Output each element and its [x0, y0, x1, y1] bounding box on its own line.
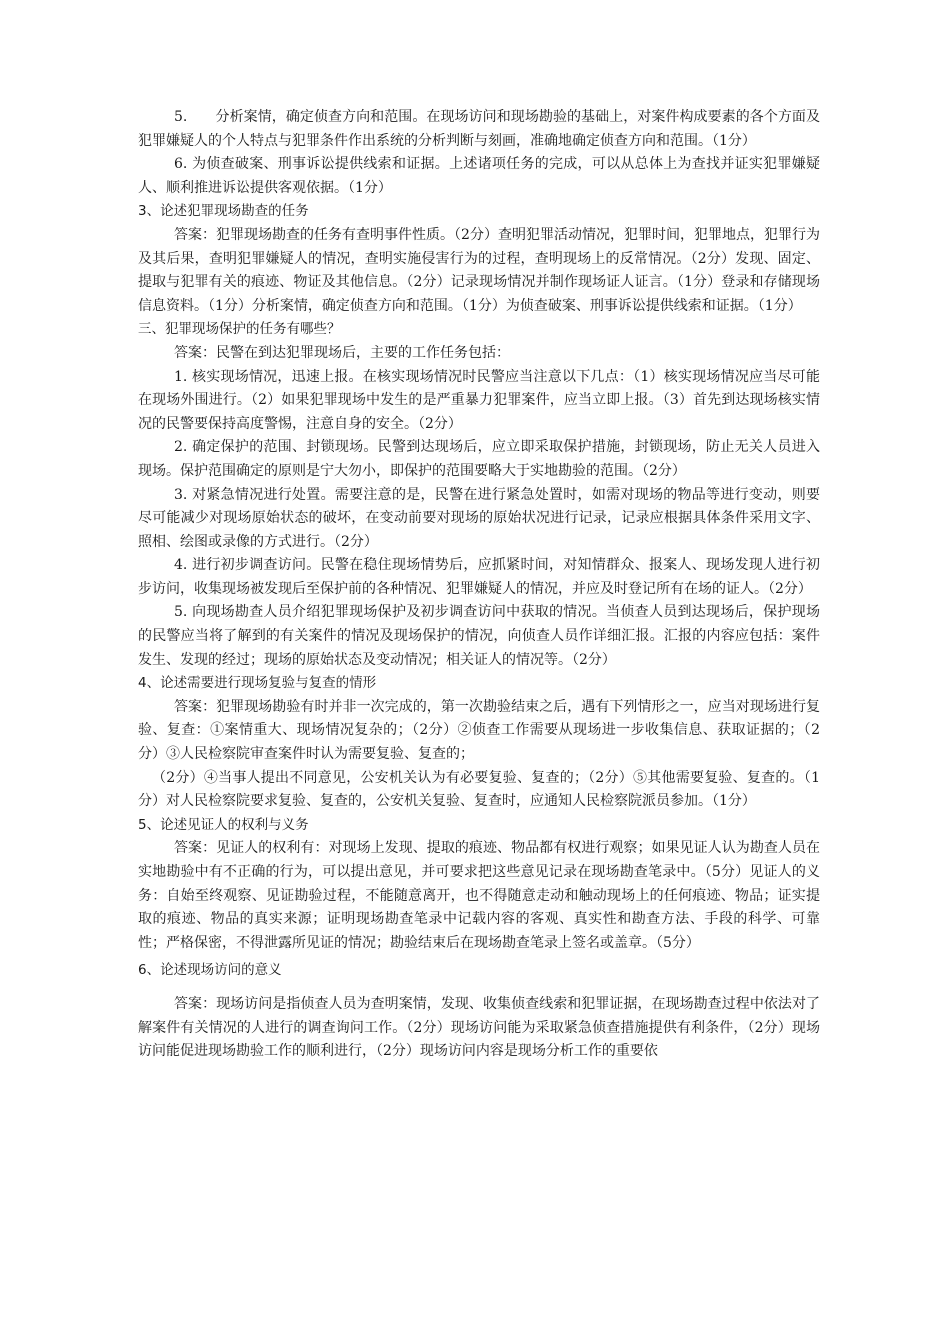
- protection-item-1: 1. 核实现场情况，迅速上报。在核实现场情况时民警应当注意以下几点：（1）核实现场情况应当尽可能在现场外围进行。（2）如果犯罪现场中发生的是严重暴力犯罪案件，应当立即上报。（3）首先到达现场核实情况的民警要保持高度警惕，注意自身的安全。（2分）: [138, 368, 820, 432]
- paragraph-task-6: 6. 为侦查破案、刑事诉讼提供线索和证据。上述诸项任务的完成，可以从总体上为查找并证实犯罪嫌疑人、顺利推进诉讼提供客观依据。（1分）: [138, 156, 820, 196]
- protection-item-4: 4. 进行初步调查访问。民警在稳住现场情势后，应抓紧时间，对知情群众、报案人、现场发现人进行初步访问，收集现场被发现后至保护前的各种情况、犯罪嫌疑人的情况，并应及时登记所有在场的证人。（2分）: [138, 557, 820, 597]
- answer-q3: 答案：犯罪现场勘查的任务有查明事件性质。（2分）查明犯罪活动情况，犯罪时间，犯罪地点，犯罪行为及其后果，查明犯罪嫌疑人的情况，查明实施侵害行为的过程，查明现场上的反常情况。（2分）发现、固定、提取与犯罪有关的痕迹、物证及其他信息。（2分）记录现场情况并制作现场证人证言。（1分）登录和存储现场信息资料。（1分）分析案情，确定侦查方向和范围。（1分）为侦查破案、刑事诉讼提供线索和证据。（1分）: [138, 226, 820, 314]
- answer-q4: 答案：犯罪现场勘验有时并非一次完成的，第一次勘验结束之后，遇有下列情形之一，应当对现场进行复验、复查：①案情重大、现场情况复杂的；（2分）②侦查工作需要从现场进一步收集信息、获取证据的；（2分）③人民检察院审查案件时认为需要复验、复查的；: [138, 698, 820, 763]
- heading-q5: 5、论述见证人的权利与义务: [138, 816, 309, 833]
- paragraph-task-5: 5. 分析案情，确定侦查方向和范围。在现场访问和现场勘验的基础上，对案件构成要素的各个方面及犯罪嫌疑人的个人特点与犯罪条件作出系统的分析判断与刻画，准确地确定侦查方向和范围。（1分）: [138, 109, 820, 149]
- answer-q4-cont: （2分）④当事人提出不同意见，公安机关认为有必要复验、复查的；（2分）⑤其他需要复验、复查的。（1分）对人民检察院要求复验、复查的，公安机关复验、复查时，应通知人民检察院派员参加。（1分）: [138, 769, 820, 810]
- heading-scene-protection: 三、犯罪现场保护的任务有哪些？: [138, 321, 341, 338]
- answer-q5: 答案：见证人的权利有：对现场上发现、提取的痕迹、物品都有权进行观察；如果见证人认为勘查人员在实地勘验中有不正确的行为，可以提出意见，并可要求把这些意见记录在现场勘查笔录中。（5分）见证人的义务：自始至终观察、见证勘验过程，不能随意离开，也不得随意走动和触动现场上的任何痕迹、物品；证实提取的痕迹、物品的真实来源；证明现场勘查笔录中记载内容的客观、真实性和勘查方法、手段的科学、可靠性；严格保密，不得泄露所见证的情况；勘验结束后在现场勘查笔录上签名或盖章。（5分）: [138, 840, 820, 951]
- protection-item-5: 5. 向现场勘查人员介绍犯罪现场保护及初步调查访问中获取的情况。当侦查人员到达现场后，保护现场的民警应当将了解到的有关案件的情况及现场保护的情况，向侦查人员作详细汇报。汇报的内容应包括：案件发生、发现的经过；现场的原始状态及变动情况；相关证人的情况等。（2分）: [138, 604, 820, 668]
- protection-item-3: 3. 对紧急情况进行处置。需要注意的是，民警在进行紧急处置时，如需对现场的物品等进行变动，则要尽可能减少对现场原始状态的破坏，在变动前要对现场的原始状况进行记录，记录应根据具体条件采用文字、照相、绘图或录像的方式进行。（2分）: [138, 486, 820, 550]
- heading-q6: 6、论述现场访问的意义: [138, 962, 282, 979]
- answer-q6: 答案：现场访问是指侦查人员为查明案情，发现、收集侦查线索和犯罪证据，在现场勘查过程中依法对了解案件有关情况的人进行的调查询问工作。（2分）现场访问能为采取紧急侦查措施提供有利条件，（2分）现场访问能促进现场勘验工作的顺利进行，（2分）现场访问内容是现场分析工作的重要依: [138, 995, 820, 1060]
- heading-q4: 4、论述需要进行现场复验与复查的情形: [138, 675, 377, 692]
- answer-intro: 答案：民警在到达犯罪现场后，主要的工作任务包括：: [174, 344, 510, 361]
- heading-q3: 3、论述犯罪现场勘查的任务: [138, 203, 309, 220]
- protection-item-2: 2. 确定保护的范围、封锁现场。民警到达现场后，应立即采取保护措施，封锁现场，防止无关人员进入现场。保护范围确定的原则是宁大勿小，即保护的范围要略大于实地勘验的范围。（2分）: [138, 439, 820, 479]
- document-body: [138, 106, 820, 1064]
